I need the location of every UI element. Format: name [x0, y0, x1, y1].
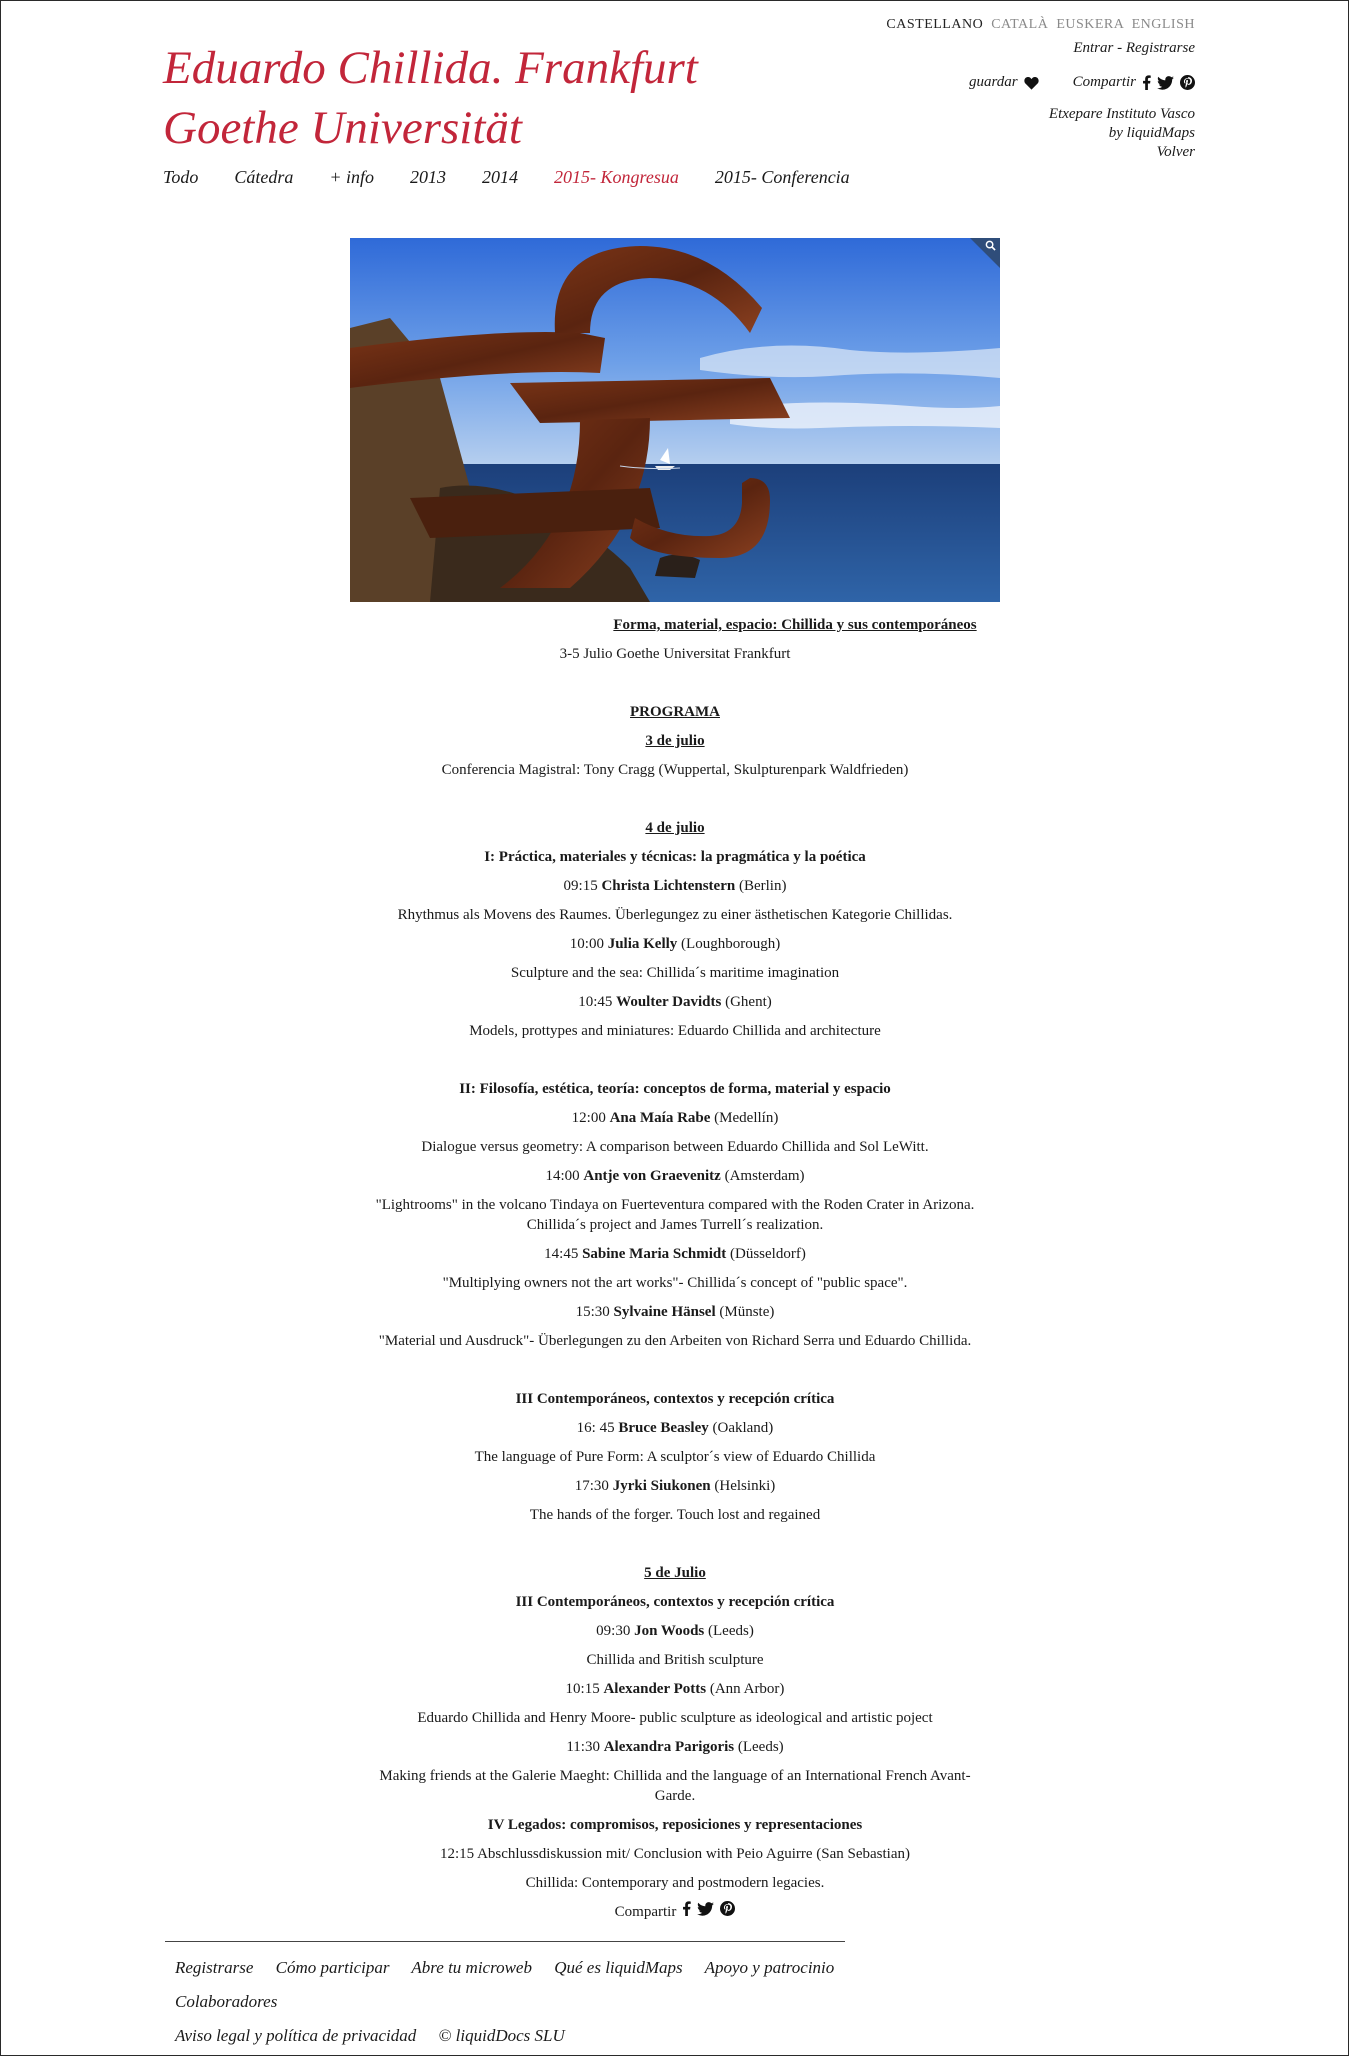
owner-line2[interactable]: by liquidMaps [1108, 125, 1195, 141]
sculpture-photo [350, 238, 1000, 602]
header-actions [969, 74, 1195, 91]
program-content [350, 611, 1000, 1927]
owner-block [1049, 105, 1195, 162]
talk-speaker: 14:45 Sabine Maria Schmidt (Düsseldorf) [544, 1246, 806, 1262]
session-title: III Contemporáneos, contextos y recepción crítica [515, 1391, 835, 1407]
session-title: II: Filosofía, estética, teoría: conceptos de forma, material y espacio [459, 1081, 891, 1097]
share-label[interactable]: Compartir [1072, 74, 1136, 90]
talk-title: "Multiplying owners not the art works"- Chillida´s concept of "public space". [442, 1275, 908, 1291]
footer-link-legal[interactable]: Aviso legal y política de privacidad [175, 2026, 417, 2045]
day-heading: 3 de julio [645, 733, 705, 749]
login-link[interactable]: Entrar [1073, 40, 1114, 56]
language-selector [882, 17, 1195, 33]
talk-speaker: 09:30 Jon Woods (Leeds) [596, 1623, 754, 1639]
talk-speaker: 16: 45 Bruce Beasley (Oakland) [576, 1420, 774, 1436]
nav-2014[interactable]: 2014 [482, 167, 519, 187]
day-heading: 4 de julio [645, 820, 705, 836]
share-label[interactable]: Compartir [614, 1904, 677, 1920]
talk-title: Conferencia Magistral: Tony Cragg (Wuppertal, Skulpturenpark Waldfrieden) [441, 762, 909, 778]
talk-speaker: 11:30 Alexandra Parigoris (Leeds) [566, 1739, 784, 1755]
talk-speaker: 10:00 Julia Kelly (Loughborough) [569, 936, 781, 952]
program-heading: PROGRAMA [630, 704, 720, 720]
talk-title: The hands of the forger. Touch lost and regained [529, 1507, 821, 1523]
lang-english[interactable]: ENGLISH [1131, 17, 1195, 32]
zoom-icon[interactable] [985, 240, 996, 251]
talk-speaker: 12:00 Ana Maía Rabe (Medellín) [571, 1110, 779, 1126]
footer-link-register[interactable]: Registrarse [175, 1958, 254, 1977]
pinterest-icon[interactable] [720, 1898, 735, 1927]
session-title: III Contemporáneos, contextos y recepción crítica [515, 1594, 835, 1610]
talk-speaker: 14:00 Antje von Graevenitz (Amsterdam) [545, 1168, 805, 1184]
save-label[interactable]: guardar [969, 74, 1018, 90]
site-title[interactable] [163, 38, 783, 158]
auth-separator: - [1113, 40, 1126, 56]
nav-2015-conferencia[interactable]: 2015- Conferencia [714, 167, 850, 187]
pinterest-icon[interactable] [1180, 75, 1195, 90]
footer-divider [165, 1941, 845, 1942]
hero-image[interactable] [350, 238, 1000, 602]
talk-speaker: 17:30 Jyrki Siukonen (Helsinki) [574, 1478, 776, 1494]
footer-link-collaborators[interactable]: Colaboradores [175, 1992, 278, 2011]
nav-info[interactable]: + info [329, 167, 375, 187]
talk-title: Dialogue versus geometry: A comparison between Eduardo Chillida and Sol LeWitt. [421, 1139, 929, 1155]
site-title-line2: Goethe Universität [163, 102, 522, 154]
talk-speaker: 12:15 Abschlussdiskussion mit/ Conclusion with Peio Aguirre (San Sebastian) [440, 1846, 910, 1862]
talk-speaker: 09:15 Christa Lichtenstern (Berlin) [563, 878, 787, 894]
footer-link-about[interactable]: Qué es liquidMaps [554, 1958, 683, 1977]
talk-title: Models, prottypes and miniatures: Eduardo Chillida and architecture [469, 1023, 881, 1039]
footer-link-support[interactable]: Apoyo y patrocinio [704, 1958, 835, 1977]
auth-links [1073, 40, 1195, 57]
lang-castellano[interactable]: CASTELLANO [886, 17, 984, 32]
back-link[interactable]: Volver [1156, 144, 1195, 160]
site-title-line1: Eduardo Chillida. Frankfurt [163, 42, 698, 94]
nav-2015-kongresua[interactable]: 2015- Kongresua [554, 167, 679, 187]
talk-title: Eduardo Chillida and Henry Moore- public sculpture as ideological and artistic poject [417, 1710, 933, 1726]
main-nav [163, 167, 886, 188]
facebook-icon[interactable] [1142, 75, 1151, 90]
talk-title: Rhythmus als Movens des Raumes. Überlegungez zu einer ästhetischen Kategorie Chillidas. [397, 907, 953, 923]
talk-title: Making friends at the Galerie Maeght: Chillida and the language of an International French Avant- Garde. [379, 1768, 971, 1804]
talk-title: "Material und Ausdruck"- Überlegungen zu den Arbeiten von Richard Serra und Eduardo Chillida. [378, 1333, 972, 1349]
session-title: I: Práctica, materiales y técnicas: la pragmática y la poética [484, 849, 866, 865]
register-link[interactable]: Registrarse [1125, 40, 1195, 56]
lang-euskera[interactable]: EUSKERA [1056, 17, 1124, 32]
owner-line1[interactable]: Etxepare Instituto Vasco [1048, 106, 1195, 122]
talk-speaker: 10:15 Alexander Potts (Ann Arbor) [565, 1681, 785, 1697]
event-title: Forma, material, espacio: Chillida y sus contemporáneos [613, 617, 977, 633]
day-heading: 5 de Julio [644, 1565, 706, 1581]
footer-copyright: © liquidDocs SLU [438, 2026, 565, 2045]
talk-title: Chillida: Contemporary and postmodern legacies. [525, 1875, 825, 1891]
footer-links [175, 1951, 935, 2053]
nav-todo[interactable]: Todo [163, 167, 199, 187]
lang-catala[interactable]: CATALÀ [991, 17, 1049, 32]
talk-speaker: 10:45 Woulter Davidts (Ghent) [578, 994, 772, 1010]
talk-title: Chillida and British sculpture [586, 1652, 764, 1668]
bottom-share [615, 1898, 736, 1927]
nav-2013[interactable]: 2013 [410, 167, 447, 187]
nav-catedra[interactable]: Cátedra [234, 167, 294, 187]
event-dates: 3-5 Julio Goethe Universitat Frankfurt [559, 646, 791, 662]
twitter-icon[interactable] [697, 1898, 714, 1927]
footer-link-microweb[interactable]: Abre tu microweb [411, 1958, 532, 1977]
facebook-icon[interactable] [682, 1898, 691, 1927]
heart-icon[interactable] [1024, 76, 1039, 90]
talk-title: "Lightrooms" in the volcano Tindaya on Fuerteventura compared with the Roden Crater in Arizona. Chillida´s project and James Turrell´s realization. [375, 1197, 975, 1233]
footer-link-how-to[interactable]: Cómo participar [275, 1958, 390, 1977]
twitter-icon[interactable] [1157, 76, 1174, 90]
talk-title: Sculpture and the sea: Chillida´s maritime imagination [510, 965, 840, 981]
session-title: IV Legados: compromisos, reposiciones y representaciones [487, 1817, 863, 1833]
talk-speaker: 15:30 Sylvaine Hänsel (Münste) [575, 1304, 775, 1320]
talk-title: The language of Pure Form: A sculptor´s view of Eduardo Chillida [474, 1449, 876, 1465]
